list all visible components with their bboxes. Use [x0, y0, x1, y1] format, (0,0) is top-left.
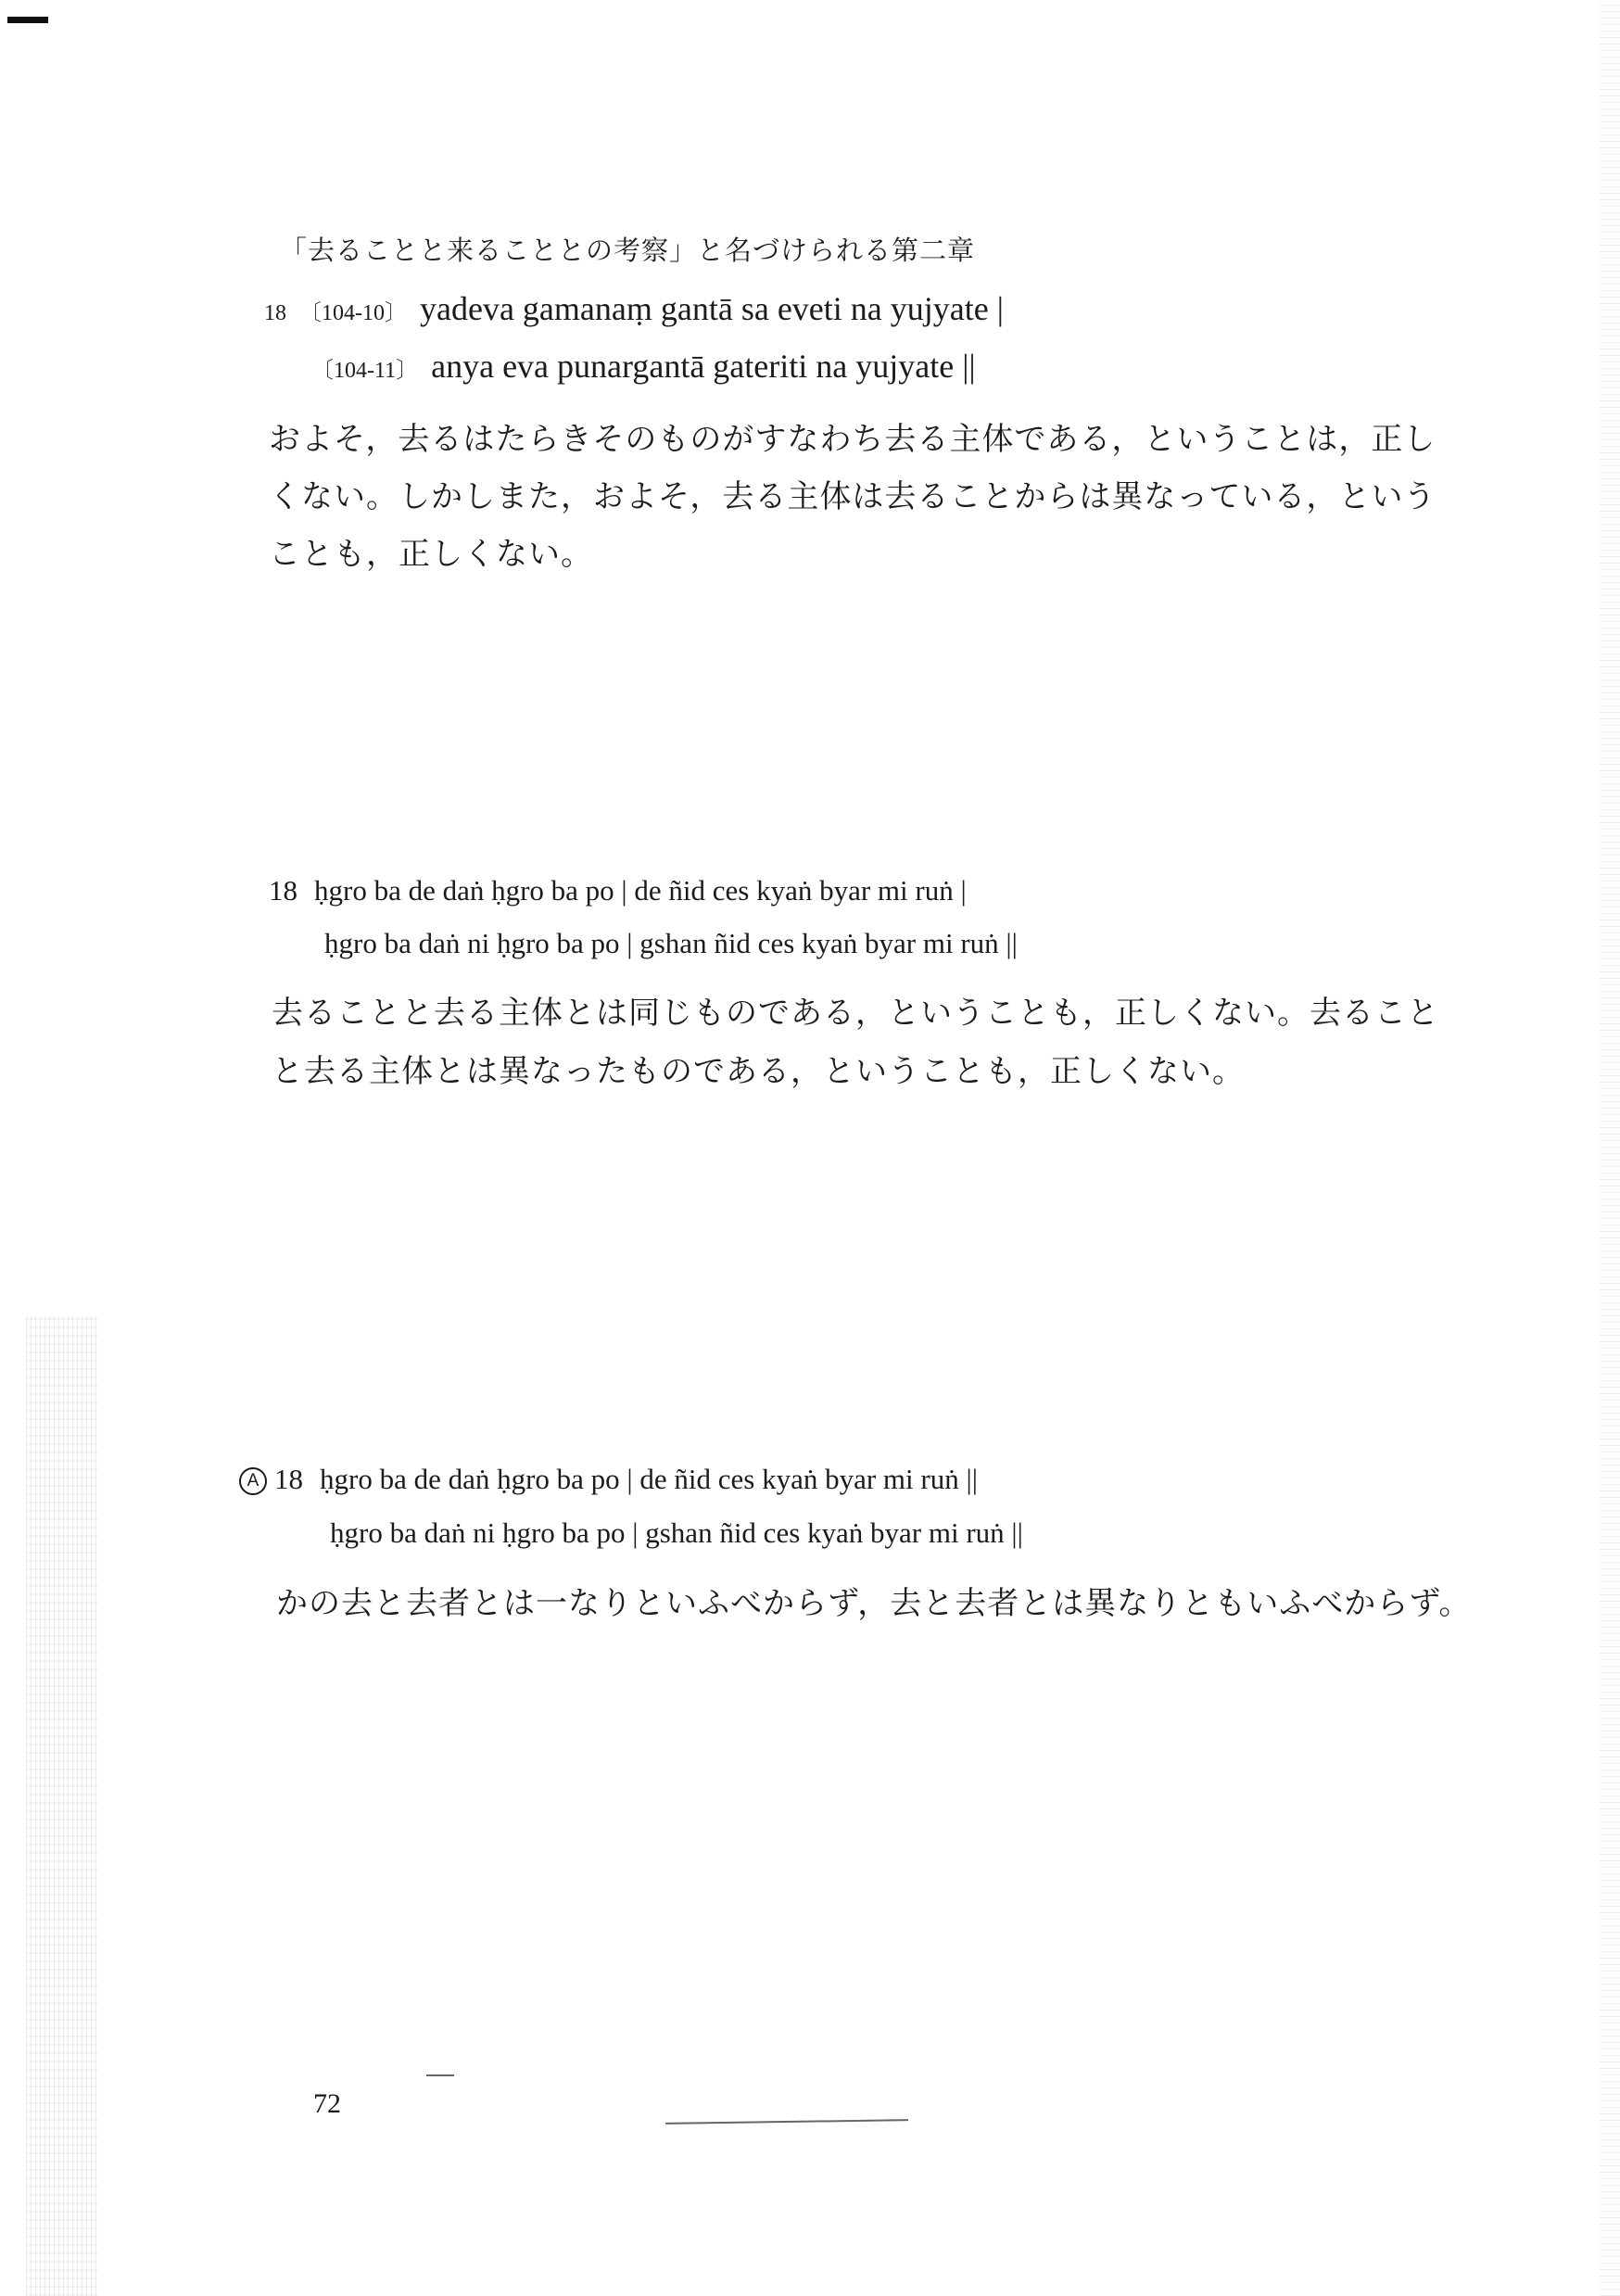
verse-text: ḥgro ba de daṅ ḥgro ba po | de ñid ces kyaṅ byar mi ruṅ || [320, 1463, 978, 1495]
translation-line: と去る主体とは異なったものである，ということも，正しくない。 [272, 1053, 1245, 1090]
sanskrit-line-2 [311, 347, 976, 386]
scan-artifact-line [665, 2119, 908, 2125]
translation-line: 去ることと去る主体とは同じものである，ということも，正しくない。去ること [272, 995, 1439, 1032]
translation-line: くない。しかしまた，およそ，去る主体は去ることからは異なっている，という [269, 478, 1436, 515]
scan-mark [7, 17, 48, 23]
verse-text: ḥgro ba de daṅ ḥgro ba po | de ñid ces kyaṅ byar mi ruṅ | [314, 874, 967, 907]
verse-number: 18 [274, 1463, 303, 1495]
akutobhaya-line-2: ḥgro ba daṅ ni ḥgro ba po | gshan ñid ces kyaṅ byar mi ruṅ || [330, 1516, 1023, 1549]
translation-line: かの去と去者とは一なりといふべからず，去と去者とは異なりともいふべからず。 [276, 1585, 1472, 1622]
chapter-heading: 「去ることと来ることとの考察」と名づけられる第二章 [280, 235, 976, 266]
tibetan-line-1 [269, 874, 967, 907]
verse-number: 18 [269, 874, 297, 907]
verse-ref: 〔104-10〕 [299, 301, 407, 325]
scan-artifact-line [426, 2074, 454, 2076]
sanskrit-line-1 [264, 289, 1004, 328]
verse-number: 18 [264, 301, 286, 325]
translation-line: およそ，去るはたらきそのものがすなわち去る主体である，ということは，正し [269, 421, 1436, 458]
scan-noise-left [26, 1316, 98, 2296]
verse-ref: 〔104-11〕 [311, 359, 419, 383]
page-number: 72 [313, 2088, 341, 2119]
verse-text: anya eva punargantā gateriti na yujyate || [431, 348, 976, 385]
translation-line: ことも，正しくない。 [269, 536, 593, 573]
tibetan-line-2: ḥgro ba daṅ ni ḥgro ba po | gshan ñid ces kyaṅ byar mi ruṅ || [324, 927, 1018, 959]
circled-marker: A [239, 1467, 267, 1495]
verse-text: yadeva gamanaṃ gantā sa eveti na yujyate | [420, 290, 1004, 327]
scan-noise-right [1600, 0, 1620, 2296]
akutobhaya-line-1 [239, 1463, 978, 1496]
